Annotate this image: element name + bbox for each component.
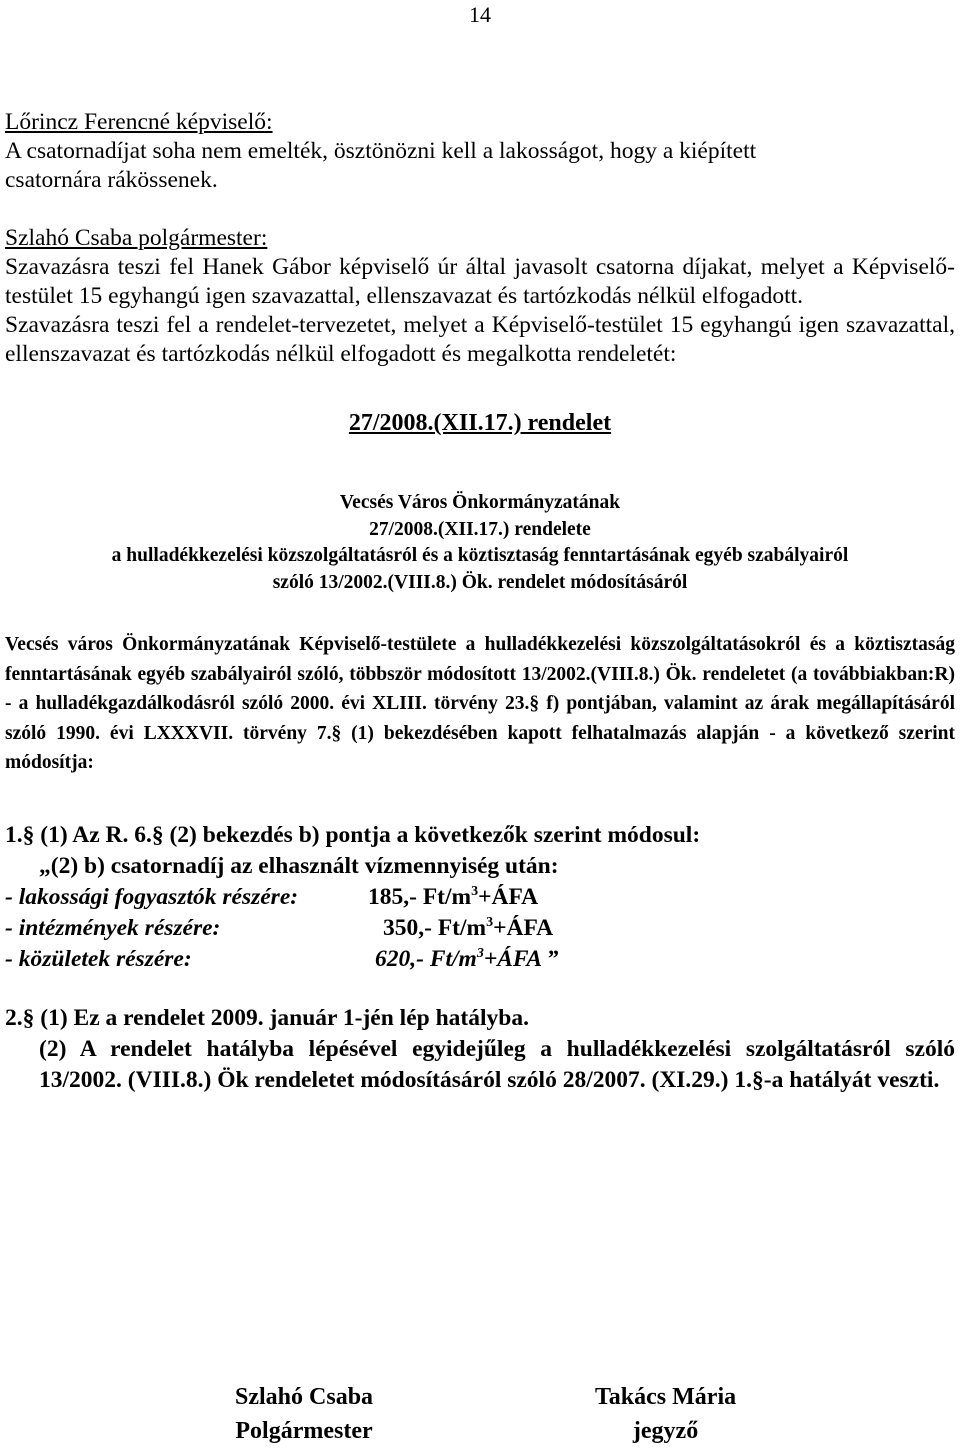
- regulation-number: 27/2008.(XII.17.) rendelete: [369, 518, 591, 540]
- speech-line: csatornára rákössenek.: [5, 167, 218, 193]
- rate-row: [5, 944, 955, 975]
- signature-mayor: [235, 1380, 373, 1448]
- signature-role: Polgármester: [235, 1418, 373, 1444]
- rate-value: 350,- $Ft/m^3+ÁFA$: [383, 914, 554, 941]
- rate-row: [5, 913, 955, 944]
- speech-paragraph: Szavazásra teszi fel Hanek Gábor képviselő úr által javasolt csatorna díjakat, melyet a Képviselő-testület 15 egyhangú igen szavazattal, ellenszavazat és tartózkodás nélkül elfogadott.: [5, 254, 955, 309]
- section-1: [5, 820, 955, 975]
- rate-row: [5, 882, 955, 913]
- speech-lorincz: [5, 108, 955, 195]
- speech-line: A csatornadíjat soha nem emelték, ösztönözni kell a lakosságot, hogy a kiépített: [5, 138, 757, 164]
- rate-label: - lakossági fogyasztók részére:: [5, 883, 299, 910]
- signature-role: jegyző: [632, 1418, 699, 1444]
- section-2-paragraph: (2) A rendelet hatályba lépésével egyidejűleg a hulladékkezelési szolgáltatásról szóló 13/2002. (VIII.8.) Ök rendeletet módosításáról szóló 28/2007. (XI.29.) 1.§-a hatályát veszti.: [39, 1035, 955, 1093]
- page-number: 14: [469, 2, 491, 27]
- section-1-heading: 1.§ (1) Az R. 6.§ (2) bekezdés b) pontja a következők szerint módosul:: [5, 821, 701, 848]
- signature-notary: [595, 1380, 736, 1448]
- section-2-line: 2.§ (1) Ez a rendelet 2009. január 1-jén lép hatályba.: [5, 1004, 529, 1031]
- speaker-name: Lőrincz Ferencné képviselő:: [5, 109, 273, 135]
- rate-label: - intézmények részére:: [5, 914, 221, 941]
- speech-paragraph: Szavazásra teszi fel a rendelet-tervezetet, melyet a Képviselő-testület 15 egyhangú igen szavazattal, ellenszavazat és tartózkodás nélkül elfogadott és megalkotta rendeletét:: [5, 312, 955, 367]
- speech-szlaho: [5, 224, 955, 369]
- section-2: [5, 1003, 955, 1096]
- rate-value: 620,- $Ft/m^3+ÁFA$ ”: [375, 945, 559, 972]
- signature-name: Szlahó Csaba: [235, 1384, 374, 1410]
- regulation-preamble: Vecsés város Önkormányzatának Képviselő-testülete a hulladékkezelési közszolgáltatásokról és a köztisztaság fenntartásának egyéb szabályairól szóló, többször módosított 13/2002.(VIII.8.) Ök. rendeletet (a továbbiakban:R) - a hulladékgazdálkodásról szóló 2000. évi XLIII. törvény 23.§ f) pontjában, valamint az árak megállapításáról szóló 1990. évi LXXXVII. törvény 7.§ (1) bekezdésében kapott felhatalmazás alapján - a következő szerint módosítja:: [5, 634, 955, 773]
- regulation-issuer: Vecsés Város Önkormányzatának: [339, 492, 621, 513]
- regulation-subject: a hulladékkezelési közszolgáltatásról és a köztisztaság fenntartásának egyéb szabályairól: [111, 545, 849, 566]
- regulation-header: [5, 490, 955, 596]
- rate-value: 185,- $Ft/m^3+ÁFA$: [368, 883, 539, 910]
- document-body: [5, 108, 955, 1096]
- regulation-subject: szóló 13/2002.(VIII.8.) Ök. rendelet módosításáról: [272, 571, 688, 593]
- signature-name: Takács Mária: [595, 1384, 737, 1410]
- section-1-quote: „(2) b) csatornadíj az elhasznált vízmennyiség után:: [39, 852, 559, 879]
- rate-label: - közületek részére:: [5, 945, 192, 972]
- regulation-title: 27/2008.(XII.17.) rendelet: [348, 410, 612, 436]
- speaker-name: Szlahó Csaba polgármester:: [5, 225, 268, 251]
